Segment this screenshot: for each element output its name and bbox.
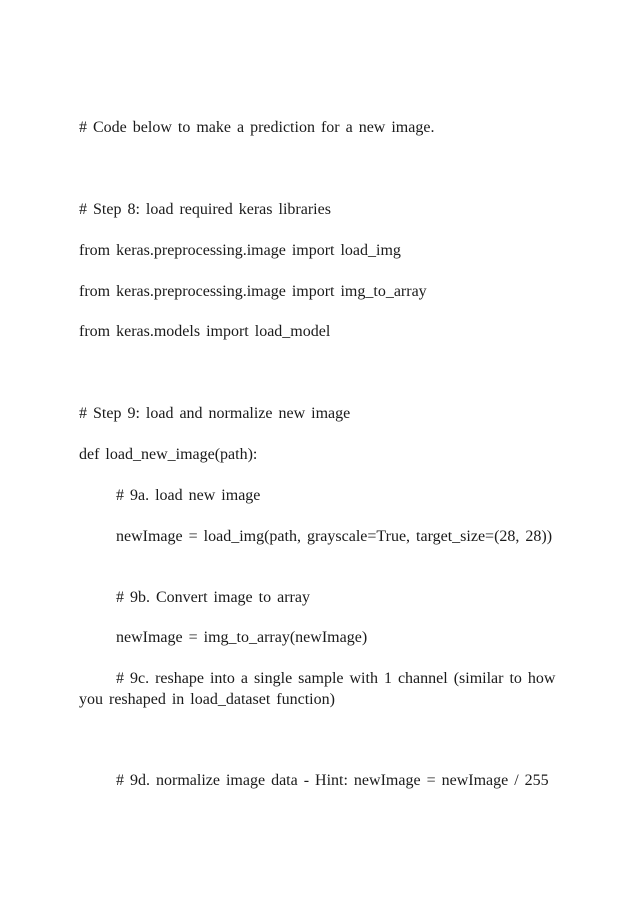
import-load-img: from keras.preprocessing.image import load_img xyxy=(79,242,401,259)
import-img-to-array: from keras.preprocessing.image import img_to_array xyxy=(79,283,427,300)
import-load-model: from keras.models import load_model xyxy=(79,323,331,340)
load-img-statement: newImage = load_img(path, grayscale=True, target_size=(28, 28)) xyxy=(116,528,553,545)
comment-9d: # 9d. normalize image data - Hint: newImage = newImage / 255 xyxy=(116,772,549,789)
comment-9c: # 9c. reshape into a single sample with 1 channel (similar to how you reshaped in load_dataset function) xyxy=(79,670,556,708)
function-definition: def load_new_image(path): xyxy=(79,446,258,463)
comment-9b: # 9b. Convert image to array xyxy=(116,589,310,606)
comment-9a: # 9a. load new image xyxy=(116,487,261,504)
comment-step-9: # Step 9: load and normalize new image xyxy=(79,405,351,422)
comment-intro: # Code below to make a prediction for a new image. xyxy=(79,119,435,136)
img-to-array-statement: newImage = img_to_array(newImage) xyxy=(116,629,368,646)
comment-step-8: # Step 8: load required keras libraries xyxy=(79,201,331,218)
